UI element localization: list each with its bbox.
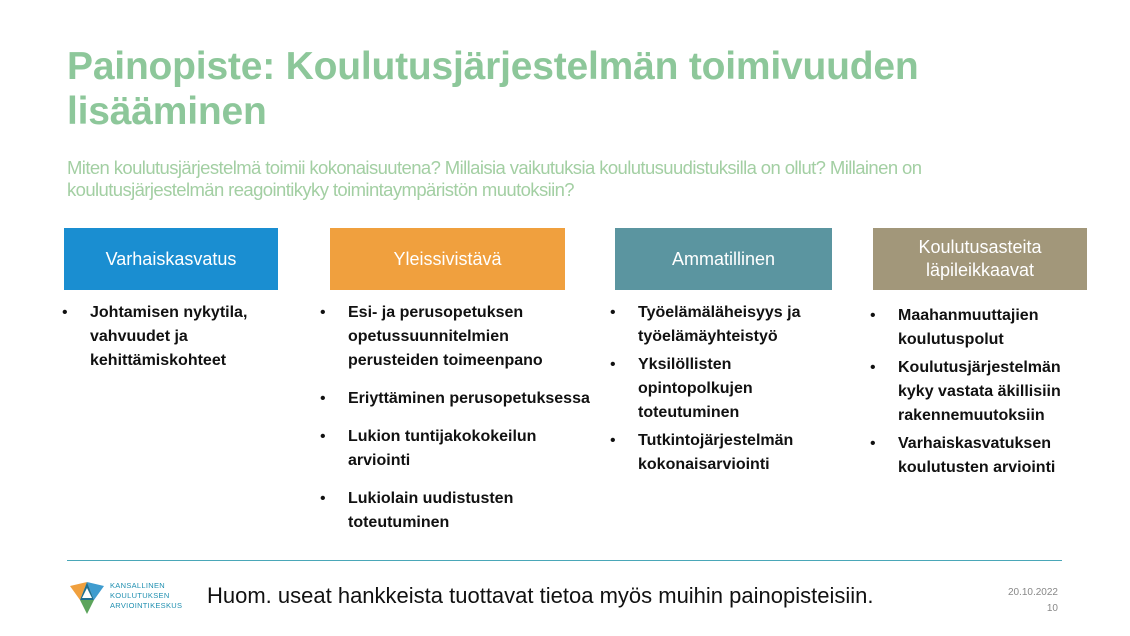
header-label: Yleissivistävä — [393, 248, 502, 269]
list-item: • Lukiolain uudistusten toteutuminen — [320, 487, 595, 535]
list-item: • Työelämäläheisyys ja työelämäyhteistyö — [610, 301, 835, 349]
list-item: • Yksilöllisten opintopolkujen toteutuminen — [610, 353, 835, 425]
header-label: Ammatillinen — [671, 248, 776, 269]
list-item: • Eriyttäminen perusopetuksessa — [320, 387, 595, 411]
list-item: • Koulutusjärjestelmän kyky vastata äkillisiin rakennemuutoksiin — [870, 356, 1092, 428]
page-number: 10 — [1046, 603, 1058, 614]
logo-mark-icon — [68, 580, 106, 616]
header-ammatillinen — [615, 228, 832, 290]
list-ammatillinen — [610, 301, 835, 477]
logo-line: KANSALLINEN — [110, 581, 165, 590]
header-yleissivistava — [330, 228, 565, 290]
logo-line: ARVIOINTIKESKUS — [110, 601, 183, 610]
list-item: • Tutkintojärjestelmän kokonaisarviointi — [610, 429, 835, 477]
header-label: Koulutusasteita läpileikkaavat — [918, 237, 1042, 280]
footer-note: Huom. useat hankkeista tuottavat tietoa myös muihin painopisteisiin. — [207, 583, 874, 608]
list-varhaiskasvatus — [62, 301, 292, 373]
list-item: • Maahanmuuttajien koulutuspolut — [870, 304, 1092, 352]
header-varhaiskasvatus — [64, 228, 278, 290]
list-lapileikkaavat — [870, 304, 1092, 480]
list-item: • Esi- ja perusopetuksen opetussuunnitelmien perusteiden toimeenpano — [320, 301, 595, 373]
karvi-logo — [68, 580, 188, 616]
slide-subtitle: Miten koulutusjärjestelmä toimii kokonaisuutena? Millaisia vaikutuksia koulutusuudistuksilla on ollut? Millainen on koulutusjärjestelmän reagointikyky toimintaympäristön muutoksiin? — [67, 157, 922, 200]
list-yleissivistava — [320, 301, 595, 535]
header-label: Varhaiskasvatus — [105, 248, 237, 269]
slide-date: 20.10.2022 — [1007, 587, 1058, 598]
logo-line: KOULUTUKSEN — [110, 591, 170, 600]
logo-text — [110, 581, 182, 611]
header-lapileikkaavat — [873, 228, 1087, 290]
list-item: • Lukion tuntijakokokeilun arviointi — [320, 425, 595, 473]
list-item: • Varhaiskasvatuksen koulutusten arviointi — [870, 432, 1092, 480]
slide-title: Painopiste: Koulutusjärjestelmän toimivuuden lisääminen — [67, 45, 919, 133]
footer-divider — [67, 560, 1062, 561]
list-item: • Johtamisen nykytila, vahvuudet ja kehittämiskohteet — [62, 301, 292, 373]
